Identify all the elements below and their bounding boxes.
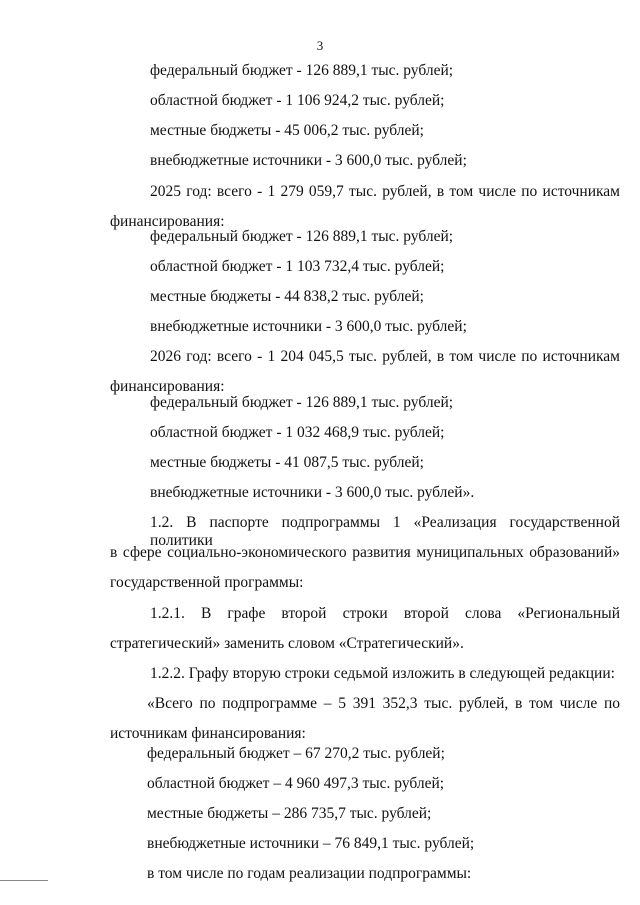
text-line: областной бюджет - 1 103 732,4 тыс. рублей; [150, 258, 445, 275]
text-line: стратегический» заменить словом «Стратегический». [110, 635, 464, 652]
text-line: областной бюджет - 1 106 924,2 тыс. рублей; [150, 92, 445, 109]
text-line: «Всего по подпрограмме – 5 391 352,3 тыс. рублей, в том числе по [147, 695, 620, 712]
text-line: внебюджетные источники - 3 600,0 тыс. рублей; [150, 318, 467, 335]
text-line: федеральный бюджет – 67 270,2 тыс. рублей; [147, 745, 445, 762]
text-line: местные бюджеты - 45 006,2 тыс. рублей; [150, 122, 424, 139]
text-line: местные бюджеты - 41 087,5 тыс. рублей; [150, 454, 424, 471]
text-line: финансирования: [110, 213, 225, 230]
page-number: 3 [316, 38, 324, 53]
text-line: областной бюджет – 4 960 497,3 тыс. рублей; [147, 775, 445, 792]
text-line: 2026 год: всего - 1 204 045,5 тыс. рублей, в том числе по источникам [150, 348, 620, 365]
text-line: 2025 год: всего - 1 279 059,7 тыс. рублей, в том числе по источникам [150, 183, 620, 200]
text-line: федеральный бюджет - 126 889,1 тыс. рублей; [150, 228, 454, 245]
text-line: государственной программы: [110, 574, 304, 591]
text-line: федеральный бюджет - 126 889,1 тыс. рублей; [150, 394, 454, 411]
text-line: в том числе по годам реализации подпрограммы: [147, 865, 472, 882]
text-line: 1.2.2. Графу вторую строки седьмой изложить в следующей редакции: [150, 665, 615, 682]
text-line: внебюджетные источники – 76 849,1 тыс. рублей; [147, 835, 475, 852]
footer-rule [0, 880, 48, 881]
text-line: 1.2. В паспорте подпрограммы 1 «Реализация государственной политики [150, 514, 620, 549]
text-line: источникам финансирования: [110, 725, 306, 742]
text-line: федеральный бюджет - 126 889,1 тыс. рублей; [150, 62, 454, 79]
text-line: в сфере социально-экономического развития муниципальных образований» [110, 544, 620, 561]
text-line: 1.2.1. В графе второй строки второй слова «Региональный [150, 605, 620, 622]
text-line: местные бюджеты - 44 838,2 тыс. рублей; [150, 288, 424, 305]
text-line: внебюджетные источники - 3 600,0 тыс. рублей; [150, 152, 467, 169]
text-line: областной бюджет - 1 032 468,9 тыс. рублей; [150, 424, 445, 441]
text-line: финансирования: [110, 378, 225, 395]
text-line: местные бюджеты – 286 735,7 тыс. рублей; [147, 805, 432, 822]
text-line: внебюджетные источники - 3 600,0 тыс. рублей». [150, 484, 475, 501]
